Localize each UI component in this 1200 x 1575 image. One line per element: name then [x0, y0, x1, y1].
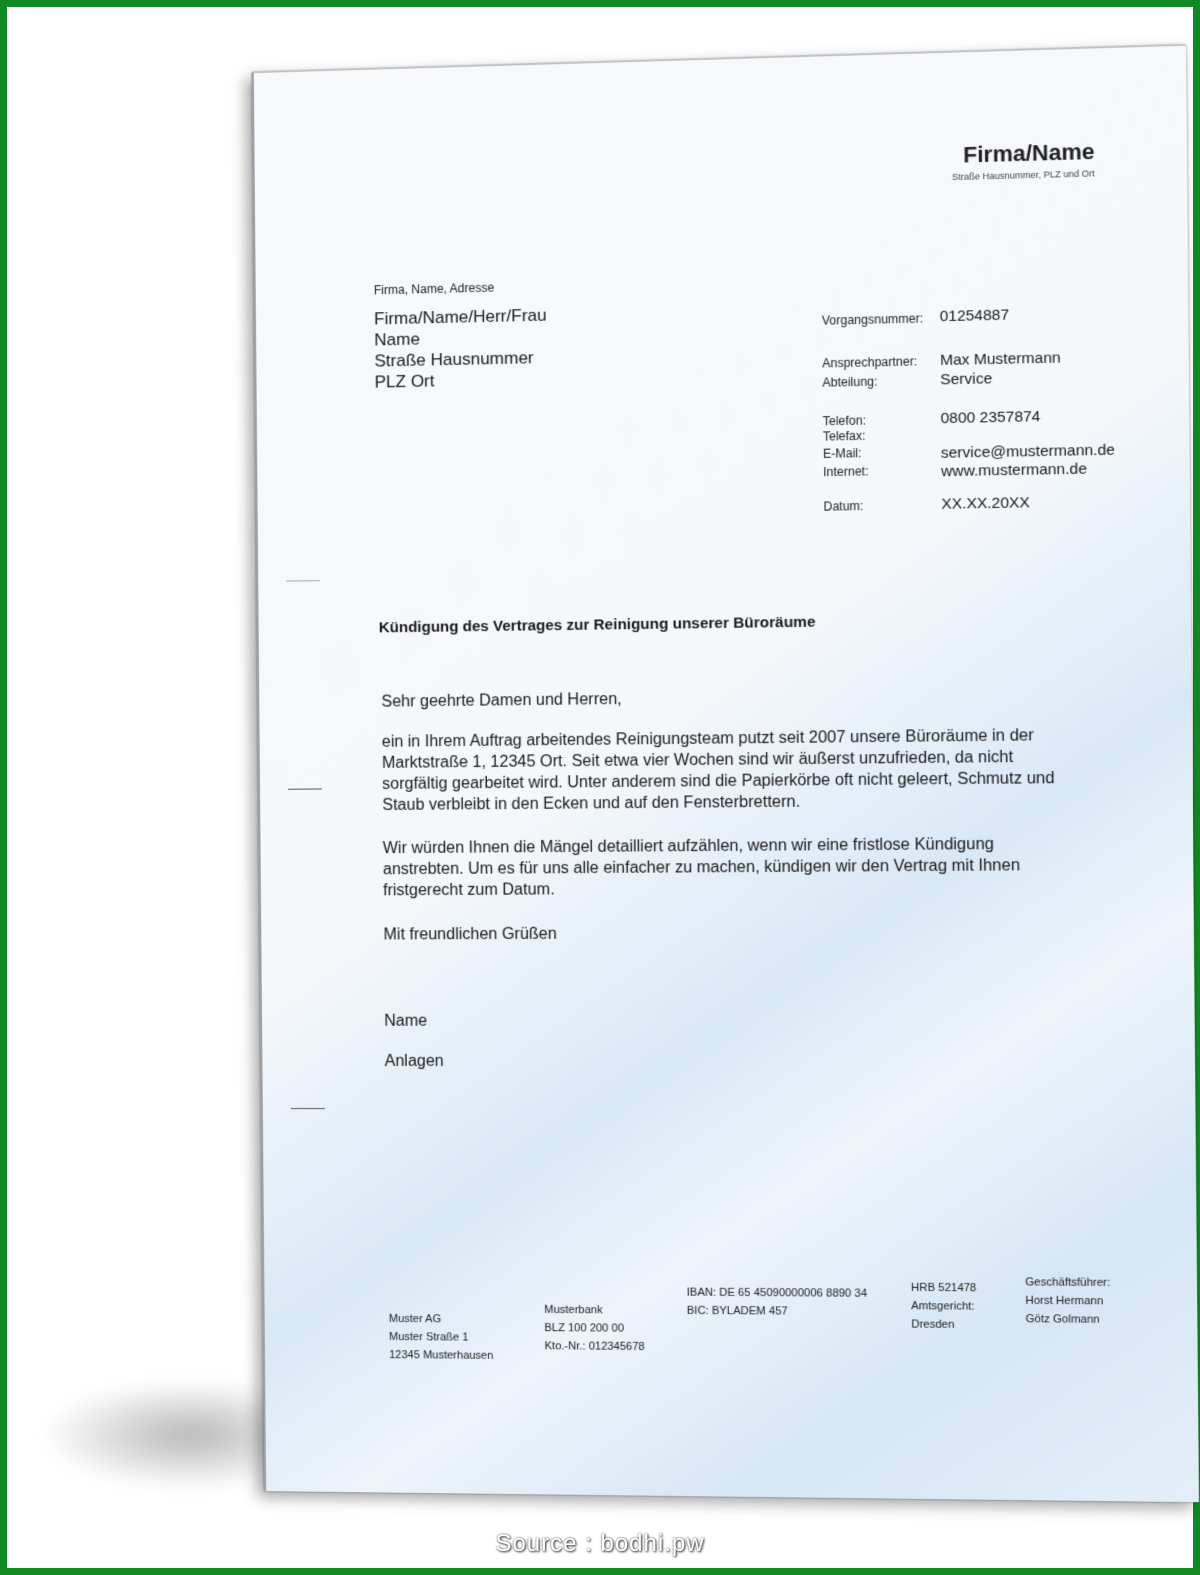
footer-line: Götz Golmann: [1025, 1313, 1100, 1326]
footer-line: Amtsgericht:: [911, 1300, 975, 1313]
info-value: 0800 2357874: [940, 407, 1041, 428]
footer-line: Muster Straße 1: [388, 1330, 469, 1344]
footer-line: Dresden: [911, 1318, 955, 1331]
footer-line: 12345 Musterhausen: [389, 1349, 494, 1362]
info-value: www.mustermann.de: [940, 460, 1088, 481]
footer-line: Horst Hermann: [1025, 1294, 1104, 1308]
footer-line: IBAN: DE 65 45090000006 8890 34: [686, 1286, 868, 1300]
paragraph-line: sorgfältig gearbeitet wird. Unter anderem sind die Papierkörbe oft nicht geleert, Schmutz und: [382, 769, 1055, 793]
footer-company: [389, 1310, 494, 1365]
info-row-datum: [823, 494, 1135, 514]
recipient-line: Straße Hausnummer: [374, 348, 534, 371]
recipient-line: Name: [374, 329, 420, 350]
info-label: Abteilung:: [822, 374, 878, 390]
info-label: Telefax:: [822, 428, 866, 444]
signature-name: Name: [384, 1012, 428, 1030]
paragraph-line: fristgerecht zum Datum.: [383, 881, 555, 900]
info-block: [821, 304, 1134, 514]
info-label: Telefon:: [822, 413, 867, 429]
sender-return-line: Firma, Name, Adresse: [373, 280, 495, 298]
company-name: Firma/Name: [963, 138, 1095, 168]
salutation: Sehr geehrte Damen und Herren,: [381, 690, 622, 711]
info-row-telefon: [822, 406, 1135, 429]
footer-management: [1025, 1273, 1110, 1329]
info-label: Vorgangsnummer:: [821, 311, 924, 328]
footer-register: [911, 1279, 977, 1335]
info-value: Service: [940, 370, 993, 389]
info-label: Internet:: [823, 464, 869, 480]
paragraph-line: anstrebten. Um es für uns alle einfacher zu machen, kündigen wir den Vertrag mit Ihnen: [382, 857, 1021, 879]
body-paragraph-1: [382, 724, 1101, 816]
footer-line: BLZ 100 200 00: [544, 1322, 625, 1335]
info-row-email: [822, 441, 1135, 462]
closing: Mit freundlichen Grüßen: [383, 925, 557, 944]
info-value: service@mustermann.de: [940, 441, 1116, 462]
info-label: Ansprechpartner:: [822, 354, 918, 371]
footer-line: Muster AG: [388, 1312, 442, 1326]
paragraph-line: Wir würden Ihnen die Mängel detailliert aufzählen, wenn wir eine fristlose Kündigung: [382, 835, 995, 858]
fold-mark: [286, 580, 320, 581]
source-caption: Source : bodhi.pw: [495, 1530, 705, 1557]
paragraph-line: ein in Ihrem Auftrag arbeitendes Reinigungsteam putzt seit 2007 unsere Büroräume in der: [381, 727, 1034, 751]
letter-page: [252, 45, 1199, 1503]
recipient-line: Firma/Name/Herr/Frau: [374, 305, 547, 329]
letter-subject: Kündigung des Vertrages zur Reinigung unserer Büroräume: [378, 613, 816, 637]
recipient-address: [374, 305, 547, 393]
body-paragraph-2: [383, 833, 1102, 901]
info-value: Max Mustermann: [940, 349, 1061, 370]
footer-line: Geschäftsführer:: [1025, 1276, 1111, 1290]
info-row-ansprechpartner: [822, 348, 1134, 371]
footer-line: HRB 521478: [910, 1281, 977, 1295]
info-label: Datum:: [823, 498, 864, 514]
footer-bank: [544, 1301, 645, 1356]
fold-mark: [291, 1108, 325, 1109]
footer-line: Kto.-Nr.: 012345678: [544, 1340, 645, 1354]
info-value: 01254887: [939, 306, 1010, 326]
attachments: Anlagen: [384, 1052, 444, 1070]
company-address: Straße Hausnummer, PLZ und Ort: [951, 168, 1095, 183]
footer-line: BIC: BYLADEM 457: [686, 1304, 788, 1318]
footer-iban: [687, 1284, 868, 1322]
paragraph-line: Marktstraße 1, 12345 Ort. Seit etwa vier Wochen sind wir äußerst unzufrieden, da nicht: [381, 748, 1014, 772]
info-value: XX.XX.20XX: [941, 494, 1030, 513]
info-row-vorgangsnummer: [821, 304, 1134, 328]
punch-mark: [288, 788, 322, 789]
info-label: E-Mail:: [822, 446, 862, 461]
recipient-line: PLZ Ort: [374, 371, 435, 392]
paragraph-line: Staub verbleibt in den Ecken und auf den Fensterbrettern.: [382, 793, 801, 815]
footer-line: Musterbank: [544, 1303, 603, 1317]
